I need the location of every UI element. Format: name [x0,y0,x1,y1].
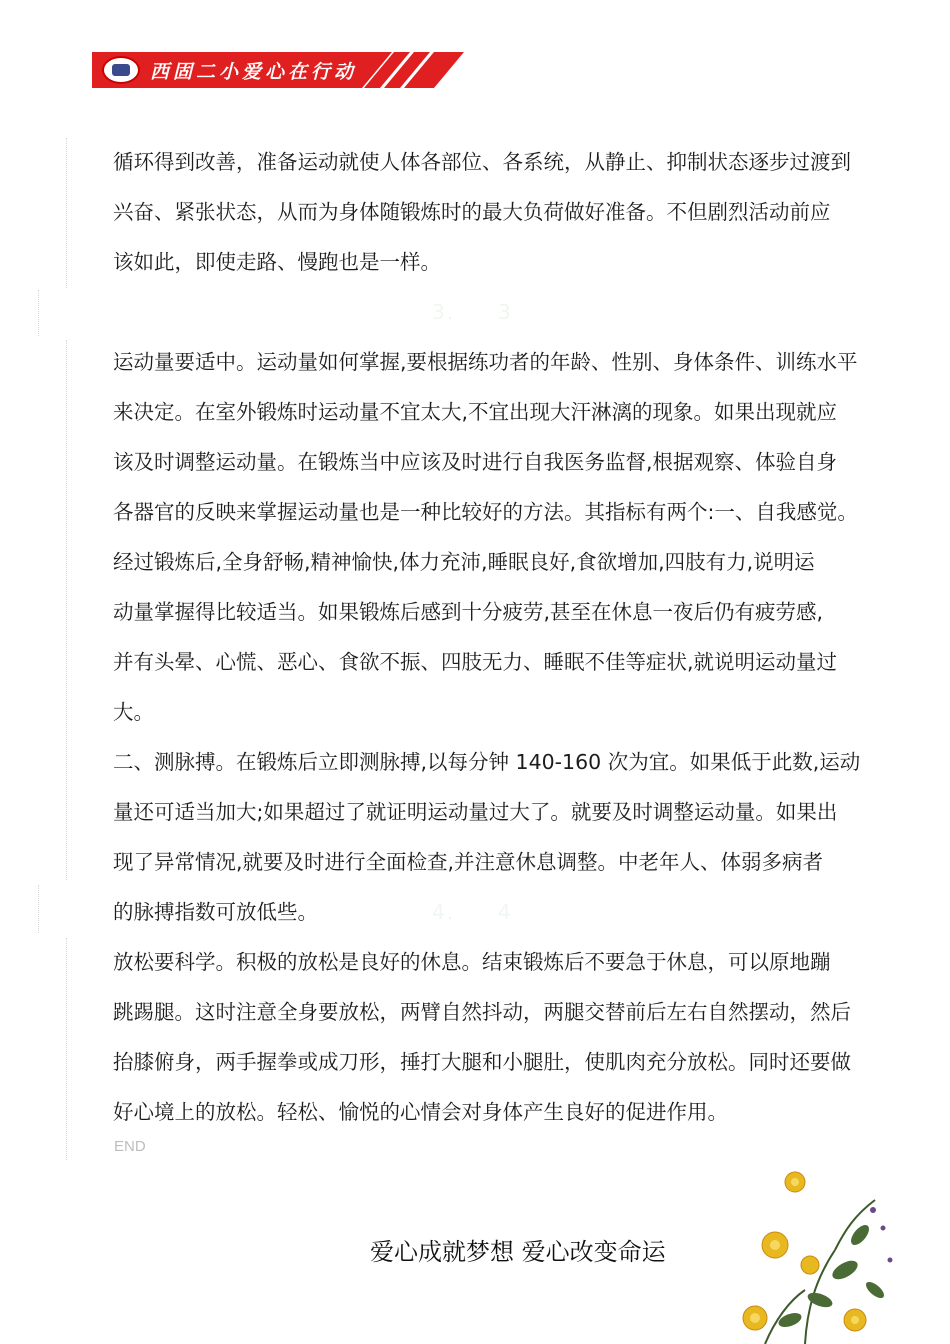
paragraph-relaxation [113,937,873,1137]
footer-slogan: 爱心成就梦想 爱心改变命运 [370,1238,666,1266]
text-line: 各器官的反映来掌握运动量也是一种比较好的方法。其指标有两个:一、自我感觉。 [113,500,858,524]
text-line: 二、测脉搏。在锻炼后立即测脉搏,以每分钟 140-160 次为宜。如果低于此数,运动 [113,750,861,774]
text-line: 来决定。在室外锻炼时运动量不宜太大,不宜出现大汗淋漓的现象。如果出现就应 [113,400,838,424]
header-banner [92,52,464,88]
faint-number: 3. [432,300,456,324]
text-line: 放松要科学。积极的放松是良好的休息。结束锻炼后不要急于休息，可以原地蹦 [113,950,831,974]
chrysanthemum-icon [735,1170,905,1344]
faint-number: 4 [498,900,513,924]
margin-mark [38,885,39,933]
text-line: 好心境上的放松。轻松、愉悦的心情会对身体产生良好的促进作用。 [113,1100,728,1124]
margin-mark [38,290,39,336]
margin-mark [66,138,67,288]
text-line: 并有头晕、心慌、恶心、食欲不振、四肢无力、睡眠不佳等症状,就说明运动量过大。 [113,650,838,724]
text-line: 循环得到改善，准备运动就使人体各部位、各系统，从静止、抑制状态逐步过渡到 [113,150,851,174]
text-line: 经过锻炼后,全身舒畅,精神愉快,体力充沛,睡眠良好,食欲增加,四肢有力,说明运 [113,550,815,574]
faint-number: 4. [432,900,456,924]
text-line: 现了异常情况,就要及时进行全面检查,并注意休息调整。中老年人、体弱多病者 [113,850,824,874]
margin-mark [66,938,67,1160]
text-line: 兴奋、紧张状态，从而为身体随锻炼时的最大负荷做好准备。不但剧烈活动前应 [113,200,831,224]
text-line: 该如此，即使走路、慢跑也是一样。 [113,250,441,274]
text-line: 量还可适当加大;如果超过了就证明运动量过大了。就要及时调整运动量。如果出 [113,800,838,824]
text-line: 跳踢腿。这时注意全身要放松，两臂自然抖动，两腿交替前后左右自然摆动，然后 [113,1000,851,1024]
text-line: 动量掌握得比较适当。如果锻炼后感到十分疲劳,甚至在休息一夜后仍有疲劳感, [113,600,824,624]
end-label: END [114,1138,146,1155]
text-line: 该及时调整运动量。在锻炼当中应该及时进行自我医务监督,根据观察、体验自身 [113,450,838,474]
school-emblem-icon [102,56,140,84]
text-line: 抬膝俯身，两手握拳或成刀形，捶打大腿和小腿肚，使肌肉充分放松。同时还要做 [113,1050,851,1074]
margin-mark [66,340,67,880]
faint-number: 3 [498,300,513,324]
text-line: 运动量要适中。运动量如何掌握,要根据练功者的年龄、性别、身体条件、训练水平 [113,350,858,374]
banner-title: 西固二小爱心在行动 [150,61,358,83]
paragraph-warmup [113,137,873,287]
text-line: 的脉搏指数可放低些。 [113,900,318,924]
paragraph-exercise-amount [113,337,873,937]
